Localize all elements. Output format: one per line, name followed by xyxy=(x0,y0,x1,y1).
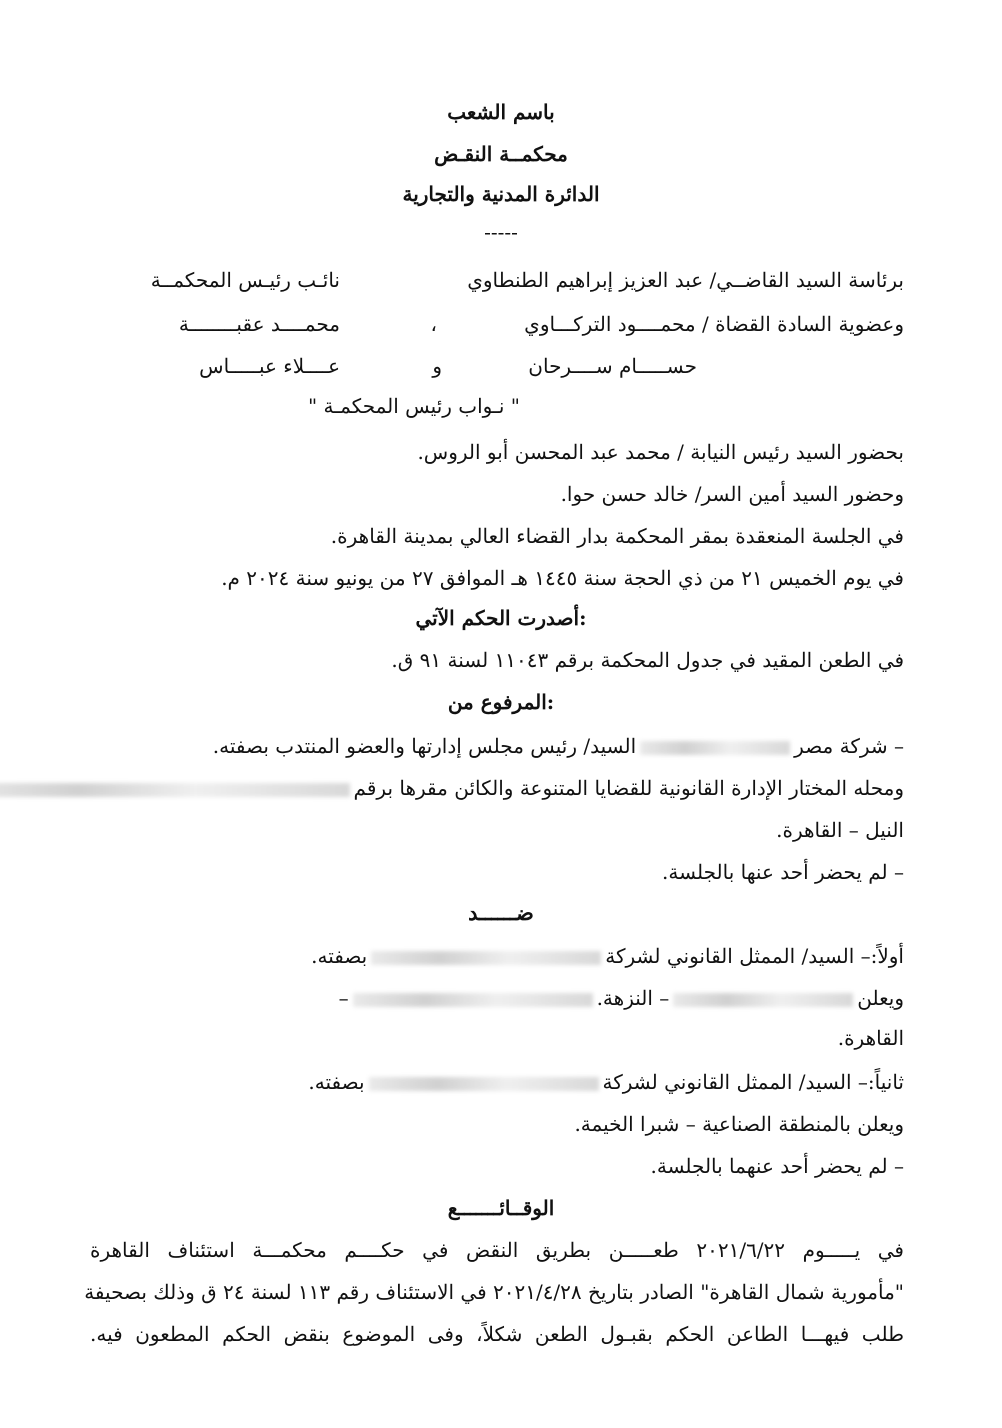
appeal-number: في الطعن المقيد في جدول المحكمة برقم ١١٠٤٣ لسنة ٩١ ق. xyxy=(391,648,904,672)
appellant-line-1 xyxy=(213,734,904,758)
appellant-line-3: النيل – القاهرة. xyxy=(776,818,904,842)
redacted-respondent-1-detail xyxy=(353,993,593,1007)
member-3: حســـــام ســــرحان xyxy=(528,354,697,378)
respondent-2-label: ثانياً:– السيد/ الممثل القانوني لشركة xyxy=(602,1070,904,1094)
respondent-2-address: ويعلن بالمنطقة الصناعية – شبرا الخيمة. xyxy=(574,1112,904,1136)
header-in-the-name-of-the-people: باسم الشعب xyxy=(447,100,555,124)
respondent-1-address xyxy=(339,986,904,1010)
respondent-1-capacity: بصفته. xyxy=(311,944,368,968)
respondent-2 xyxy=(308,1070,904,1094)
respondent-1-address-label: ويعلن xyxy=(857,986,904,1010)
respondent-1-label: أولاً:– السيد/ الممثل القانوني لشركة xyxy=(605,944,904,968)
members-and: و xyxy=(432,354,442,378)
redacted-address xyxy=(0,783,350,797)
facts-heading: الوقــائـــــــع xyxy=(447,1196,555,1220)
session-date: في يوم الخميس ٢١ من ذي الحجة سنة ١٤٤٥ هـ الموافق ٢٧ من يونيو سنة ٢٠٢٤ م. xyxy=(221,566,904,590)
appellant-address: ومحله المختار الإدارة القانونية للقضايا المتنوعة والكائن مقرها برقم xyxy=(353,776,904,800)
members-line: وعضوية السادة القضاة / محمــــود التركـــاوي xyxy=(524,312,904,336)
appellant-line-2 xyxy=(0,776,904,800)
appellant-heading: المرفوع من: xyxy=(447,690,555,714)
appellant-company: – شركة مصر xyxy=(794,734,904,758)
respondent-1-district: – النزهة. xyxy=(596,986,670,1010)
header-circuit: الدائرة المدنية والتجارية xyxy=(402,182,600,206)
appellant-absent: – لم يحضر أحد عنها بالجلسة. xyxy=(662,860,904,884)
respondents-absent: – لم يحضر أحد عنهما بالجلسة. xyxy=(650,1154,904,1178)
respondent-2-capacity: بصفته. xyxy=(308,1070,365,1094)
member-2: محمــــد عقبــــــــة xyxy=(178,312,340,336)
members-separator: ، xyxy=(430,312,437,336)
presiding-title: نائـب رئيـس المحكمــة xyxy=(150,268,340,292)
clerk-attendance: وحضور السيد أمين السر/ خالد حسن حوا. xyxy=(560,482,904,506)
member-4: عــــلاء عبـــــاس xyxy=(199,354,340,378)
header-divider: ----- xyxy=(484,220,518,244)
ruling-heading: أصدرت الحكم الآتي: xyxy=(415,606,587,630)
facts-line-1: في يـــــوم ٢٠٢١/٦/٢٢ طعـــــن بطريق النقض في حكــــم محكمـــة استئناف القاهرة xyxy=(90,1238,904,1262)
prosecution-attendance: بحضور السيد رئيس النيابة / محمد عبد المحسن أبو الروس. xyxy=(417,440,904,464)
redacted-respondent-2-company xyxy=(369,1077,599,1091)
presiding-judge: برئاسة السيد القاضــي/ عبد العزيز إبراهيم الطنطاوي xyxy=(467,268,904,292)
redacted-respondent-1-company xyxy=(371,951,601,965)
members-title: " نـواب رئيس المحكمـة " xyxy=(307,394,520,418)
facts-line-2: "مأمورية شمال القاهرة" الصادر بتاريخ ٢٠٢١/٤/٢٨ في الاستئناف رقم ١١٣ لسنة ٢٤ ق وذلك بصحيفة xyxy=(84,1280,904,1304)
redacted-respondent-1-street xyxy=(673,993,853,1007)
redacted-company-name xyxy=(640,741,790,755)
respondent-1-address-dash: – xyxy=(338,986,349,1010)
respondent-1-city: القاهرة. xyxy=(837,1026,904,1050)
session-venue: في الجلسة المنعقدة بمقر المحكمة بدار القضاء العالي بمدينة القاهرة. xyxy=(330,524,904,548)
facts-line-3: طلب فيهـــا الطاعن الحكم بقبـول الطعن شكلاً، وفى الموضوع بنقض الحكم المطعون فيه. xyxy=(90,1322,904,1346)
header-court-name: محكمــة النقـض xyxy=(434,142,568,166)
versus-heading: ضــــــد xyxy=(468,900,534,925)
respondent-1 xyxy=(311,944,904,968)
appellant-representative: السيد/ رئيس مجلس إدارتها والعضو المنتدب بصفته. xyxy=(212,734,637,758)
